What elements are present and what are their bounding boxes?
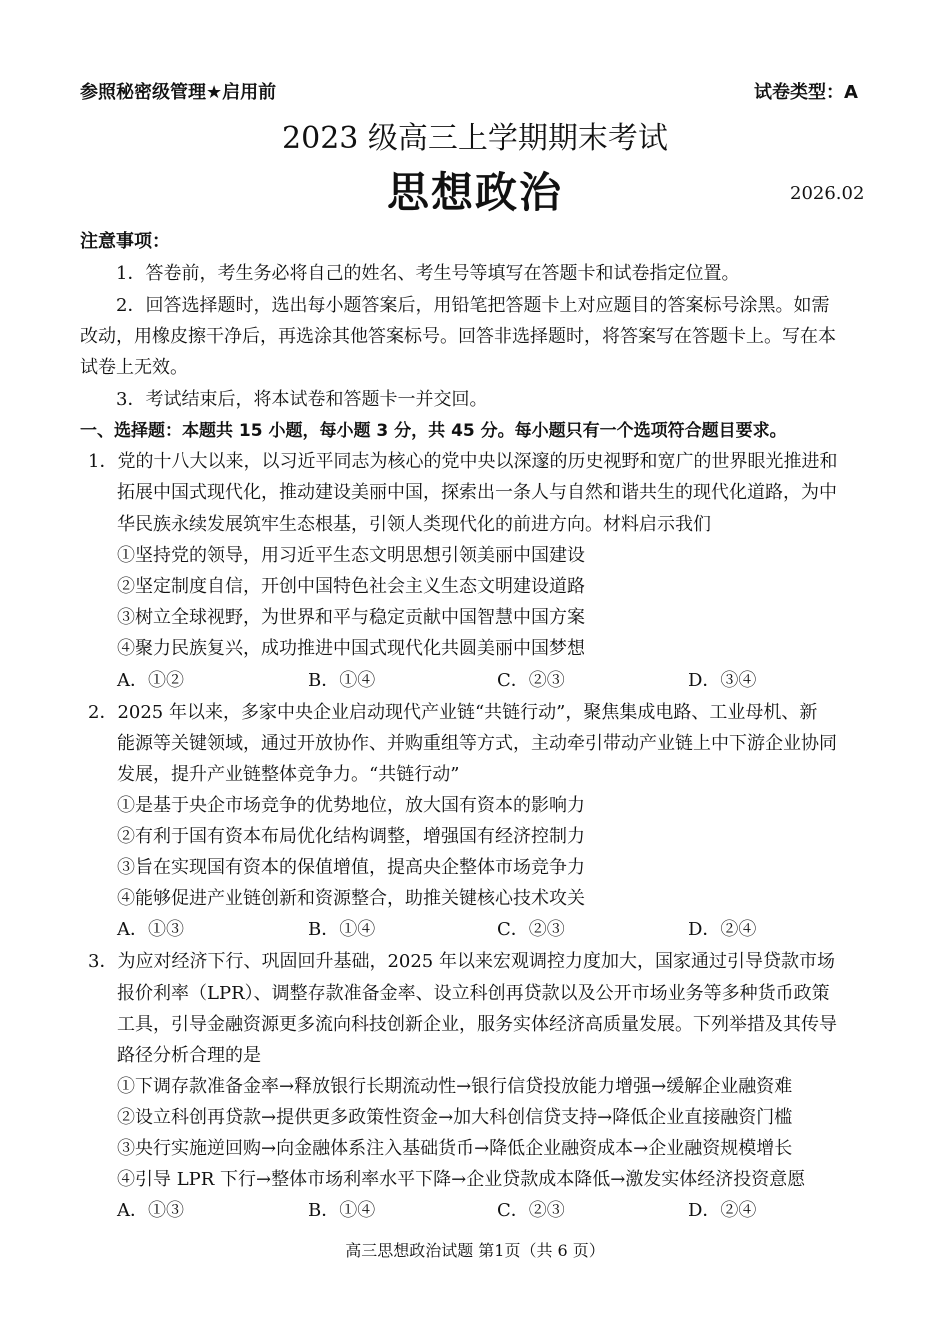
q1-stem-line-1: 1．党的十八大以来，以习近平同志为核心的党中央以深邃的历史视野和宽广的世界眼光推进和 <box>88 451 838 472</box>
q2-stem-line-1: 2．2025 年以来，多家中央企业启动现代产业链“共链行动”，聚焦集成电路、工业母机、新 <box>88 702 818 723</box>
q3-stem-line-4: 路径分析合理的是 <box>117 1045 261 1066</box>
exam-date: 2026.02 <box>790 183 865 204</box>
q3-statement-2: ②设立科创再贷款→提供更多政策性资金→加大科创信贷支持→降低企业直接融资门槛 <box>117 1107 793 1128</box>
q2-statement-4: ④能够促进产业链创新和资源整合，助推关键核心技术攻关 <box>117 888 585 909</box>
section-heading: 一、选择题：本题共 15 小题，每小题 3 分，共 45 分。每小题只有一个选项符合题目要求。 <box>80 421 787 441</box>
q1-option-c: C．②③ <box>497 670 565 691</box>
q1-statement-4: ④聚力民族复兴，成功推进中国式现代化共圆美丽中国梦想 <box>117 638 585 659</box>
q2-option-b: B．①④ <box>308 919 376 940</box>
subject-title: 思想政治 <box>386 168 563 217</box>
notice-item-2-cont: 改动，用橡皮擦干净后，再选涂其他答案标号。回答非选择题时，将答案写在答题卡上。写在本 <box>80 326 836 347</box>
q2-stem-line-2: 能源等关键领域，通过开放协作、并购重组等方式，主动牵引带动产业链上中下游企业协同 <box>117 733 837 754</box>
q2-option-d: D．②④ <box>688 919 757 940</box>
q3-option-c: C．②③ <box>497 1200 565 1221</box>
q2-option-c: C．②③ <box>497 919 565 940</box>
q2-statement-1: ①是基于央企市场竞争的优势地位，放大国有资本的影响力 <box>117 795 585 816</box>
notice-item-1: 1．答卷前，考生务必将自己的姓名、考生号等填写在答题卡和试卷指定位置。 <box>116 263 740 284</box>
q3-statement-4: ④引导 LPR 下行→整体市场利率水平下降→企业贷款成本降低→激发实体经济投资意愿 <box>117 1169 806 1190</box>
confidentiality-label: 参照秘密级管理★启用前 <box>80 82 277 103</box>
q1-stem-line-3: 华民族永续发展筑牢生态根基，引领人类现代化的前进方向。材料启示我们 <box>117 514 711 535</box>
exam-title: 2023 级高三上学期期末考试 <box>282 121 668 156</box>
q1-stem-line-2: 拓展中国式现代化，推动建设美丽中国，探索出一条人与自然和谐共生的现代化道路，为中 <box>117 482 837 503</box>
q2-option-a: A．①③ <box>117 919 184 940</box>
q2-statement-3: ③旨在实现国有资本的保值增值，提高央企整体市场竞争力 <box>117 857 585 878</box>
notice-item-3: 3．考试结束后，将本试卷和答题卡一并交回。 <box>116 389 488 410</box>
q1-statement-2: ②坚定制度自信，开创中国特色社会主义生态文明建设道路 <box>117 576 585 597</box>
q2-statement-2: ②有利于国有资本布局优化结构调整，增强国有经济控制力 <box>117 826 585 847</box>
q1-option-d: D．③④ <box>688 670 757 691</box>
notice-item-2: 2．回答选择题时，选出每小题答案后，用铅笔把答题卡上对应题目的答案标号涂黑。如需 <box>116 295 830 316</box>
q3-option-b: B．①④ <box>308 1200 376 1221</box>
q1-option-b: B．①④ <box>308 670 376 691</box>
q1-statement-1: ①坚持党的领导，用习近平生态文明思想引领美丽中国建设 <box>117 545 585 566</box>
notice-item-2-end: 试卷上无效。 <box>80 357 188 378</box>
q3-option-a: A．①③ <box>117 1200 184 1221</box>
page-footer: 高三思想政治试题 第1页（共 6 页） <box>345 1241 605 1260</box>
q2-stem-line-3: 发展，提升产业链整体竞争力。“共链行动” <box>117 764 460 785</box>
q3-option-d: D．②④ <box>688 1200 757 1221</box>
notice-heading: 注意事项： <box>80 231 170 252</box>
q3-stem-line-1: 3．为应对经济下行、巩固回升基础，2025 年以来宏观调控力度加大，国家通过引导贷款市场 <box>88 951 835 972</box>
q1-option-a: A．①② <box>117 670 184 691</box>
q3-statement-1: ①下调存款准备金率→释放银行长期流动性→银行信贷投放能力增强→缓解企业融资难 <box>117 1076 793 1097</box>
paper-type-label: 试卷类型：A <box>754 82 858 103</box>
q1-statement-3: ③树立全球视野，为世界和平与稳定贡献中国智慧中国方案 <box>117 607 585 628</box>
q3-statement-3: ③央行实施逆回购→向金融体系注入基础货币→降低企业融资成本→企业融资规模增长 <box>117 1138 793 1159</box>
q3-stem-line-3: 工具，引导金融资源更多流向科技创新企业，服务实体经济高质量发展。下列举措及其传导 <box>117 1014 837 1035</box>
q3-stem-line-2: 报价利率（LPR）、调整存款准备金率、设立科创再贷款以及公开市场业务等多种货币政策 <box>117 983 830 1004</box>
